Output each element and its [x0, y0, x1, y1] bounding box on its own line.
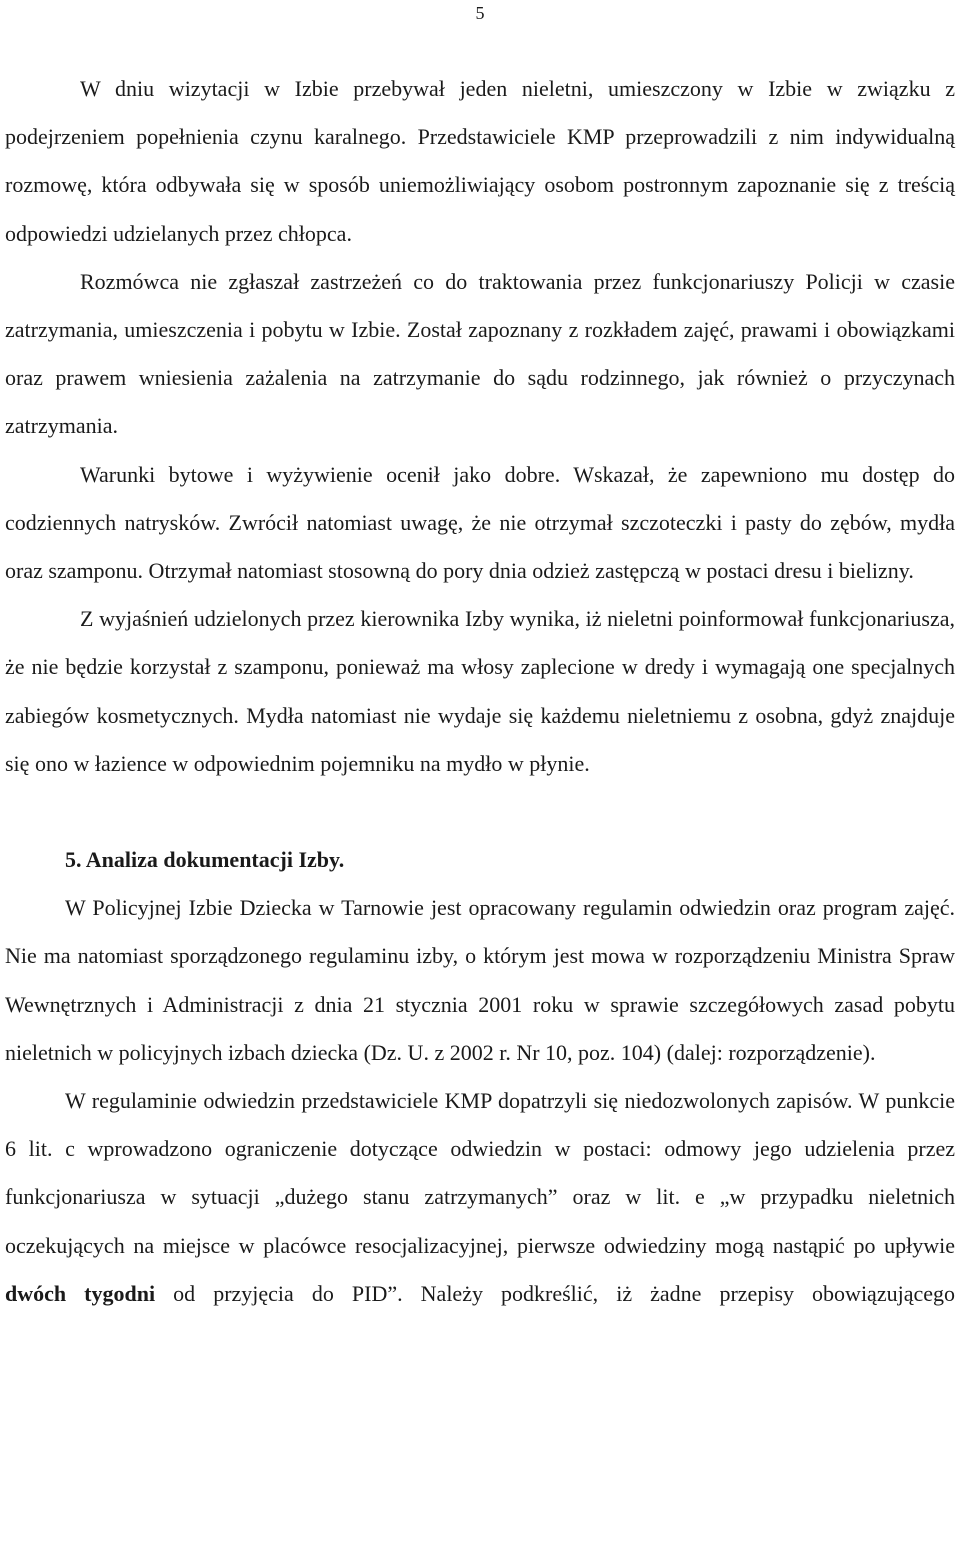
paragraph-living-conditions: Warunki bytowe i wyżywienie ocenił jako dobre. Wskazał, że zapewniono mu dostęp do codziennych natrysków. Zwrócił natomiast uwagę, że nie otrzymał szczoteczki i pasty do zębów, mydła oraz szamponu. Otrzymał natomiast stosowną do pory dnia odzież zastępczą w postaci dresu i bielizny.	[5, 461, 955, 584]
paragraph-regulations: W Policyjnej Izbie Dziecka w Tarnowie jest opracowany regulamin odwiedzin oraz program zajęć. Nie ma natomiast sporządzonego regulaminu izby, o którym jest mowa w rozporządzeniu Ministra Spraw Wewnętrznych i Administracji z dnia 21 stycznia 2001 roku w sprawie szczegółowych zasad pobytu nieletnich w policyjnych izbach dziecka (Dz. U. z 2002 r. Nr 10, poz. 104) (dalej: rozporządzenie).	[5, 895, 955, 1065]
visitation-text-part-1: W regulaminie odwiedzin przedstawiciele KMP dopatrzyli się niedozwolonych zapisów. W punkcie 6 lit. c wprowadzono ograniczenie dotyczące odwiedzin w postaci: odmowy jego udzielenia przez funkcjonariusza w sytuacji „dużego stanu zatrzymanych” oraz w lit. e „w przypadku nieletnich oczekujących na miejsce w placówce resocjalizacyjnej, pierwsze odwiedziny mogą nastąpić po upływie	[5, 1088, 955, 1258]
page-number: 5	[475, 3, 485, 23]
document-body	[5, 65, 955, 1318]
paragraph-interview-treatment: Rozmówca nie zgłaszał zastrzeżeń co do traktowania przez funkcjonariuszy Policji w czasie zatrzymania, umieszczenia i pobytu w Izbie. Został zapoznany z rozkładem zajęć, prawami i obowiązkami oraz prawem wniesienia zażalenia na zatrzymanie do sądu rodzinnego, jak również o przyczynach zatrzymania.	[5, 268, 955, 439]
paragraph-visitation-rules	[5, 1077, 955, 1318]
visitation-text-part-2: od przyjęcia do PID”. Należy podkreślić, iż żadne przepisy obowiązującego	[155, 1280, 955, 1306]
paragraph-visit-info: W dniu wizytacji w Izbie przebywał jeden nieletni, umieszczony w Izbie w związku z podejrzeniem popełnienia czynu karalnego. Przedstawiciele KMP przeprowadzili z nim indywidualną rozmowę, która odbywała się w sposób uniemożliwiający osobom postronnym zapoznanie się z treścią odpowiedzi udzielanych przez chłopca.	[5, 76, 955, 246]
section-heading: 5. Analiza dokumentacji Izby.	[65, 847, 345, 873]
visitation-text-bold: dwóch tygodni	[5, 1280, 156, 1306]
paragraph-manager-explanation: Z wyjaśnień udzielonych przez kierownika Izby wynika, iż nieletni poinformował funkcjonariusza, że nie będzie korzystał z szamponu, ponieważ ma włosy zaplecione w dredy i wymagają one specjalnych zabiegów kosmetycznych. Mydła natomiast nie wydaje się każdemu nieletniemu z osobna, gdyż znajduje się ono w łazience w odpowiednim pojemniku na mydło w płynie.	[5, 606, 955, 776]
